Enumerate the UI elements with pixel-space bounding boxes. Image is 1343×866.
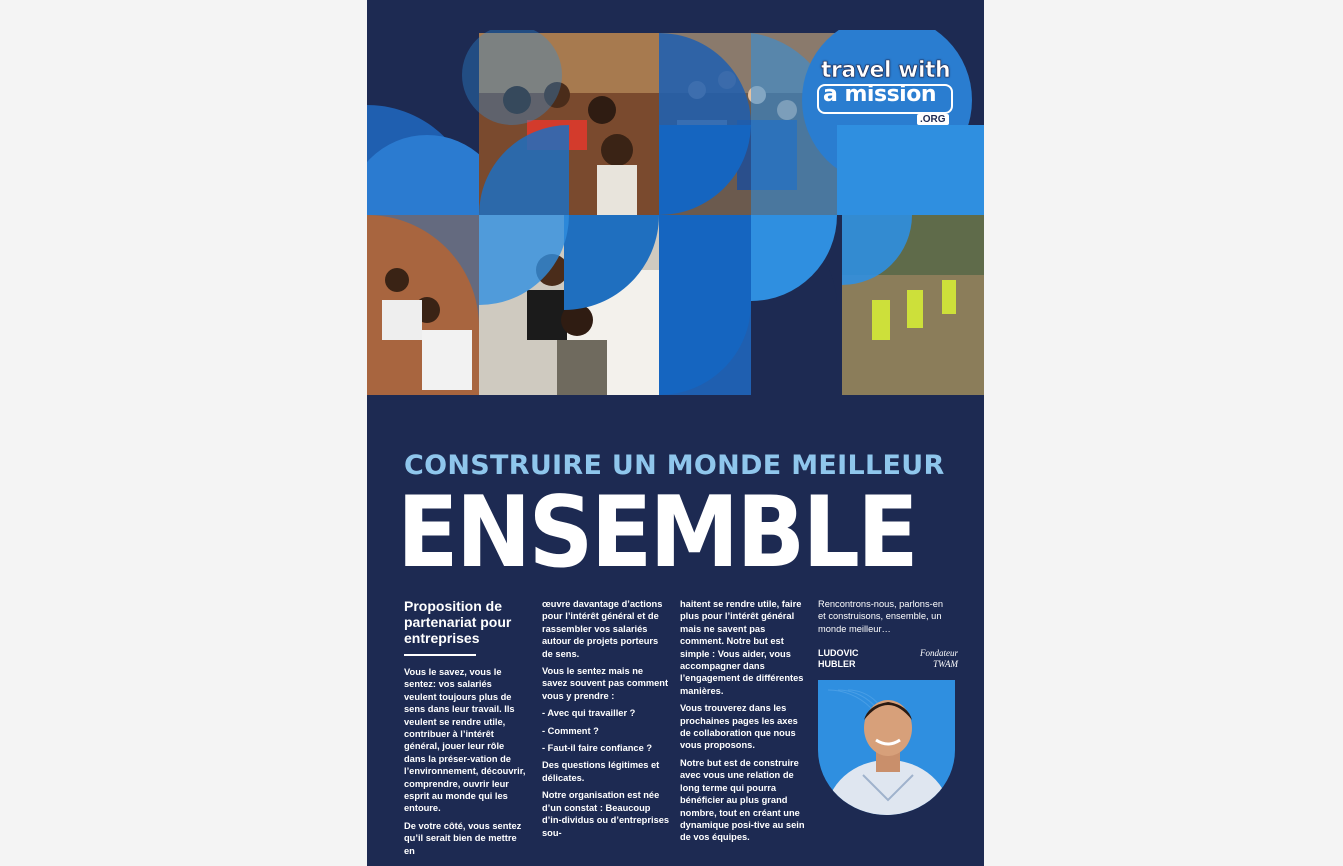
headline-title: ENSEMBLE [397,476,916,590]
text-column-1 [404,598,526,862]
section-heading: Proposition de partenariat pour entreprises [404,598,512,646]
closing-paragraph: Rencontrons-nous, parlons-en et construisons, ensemble, un monde meilleur… [818,599,944,634]
logo-line-1: travel with [821,58,951,83]
founder-name [818,648,859,670]
brochure-page [367,0,984,866]
founder-first-name: LUDOVIC [818,648,859,658]
headline-subtitle: CONSTRUIRE UN MONDE MEILLEUR [404,450,945,481]
paragraph: haitent se rendre utile, faire plus pour l’intérêt général mais ne savent pas comment. Notre but est simple : Vous aider, vous accompagner dans l’engagement de différentes manières. [680,599,804,696]
paragraph: Vous le savez, vous le sentez: vos salariés veulent toujours plus de sens dans leur travail. Ils veulent se rendre utile, contribuer à l’intérêt général, jouer leur rôle dans la préser-vation de l’environnement, découvrir, comprendre, ouvrir leur esprit au monde qui les entoure. [404,667,526,814]
founder-portrait [818,680,955,815]
founder-role-line-2: TWAM [933,659,958,669]
heading-divider [404,654,476,656]
paragraph: œuvre davantage d’actions pour l’intérêt général et de rassembler vos salariés autour de projets porteurs de sens. [542,599,663,659]
text-column-3 [680,598,808,849]
paragraph: Vous le sentez mais ne savez souvent pas comment vous y prendre : [542,666,669,701]
logo-line-3: .ORG [917,114,949,125]
text-column-2 [542,598,670,844]
paragraph: De votre côté, vous sentez qu’il serait bien de mettre en [404,820,522,856]
founder-role-line-1: Fondateur [920,648,958,658]
paragraph: Vous trouverez dans les prochaines pages les axes de collaboration que nous vous proposons. [680,703,798,751]
travel-with-a-mission-logo[interactable] [817,58,957,130]
founder-last-name: HUBLER [818,659,856,669]
paragraph: Notre organisation est née d’un constat : Beaucoup d’in-dividus ou d’entreprises sou- [542,790,670,838]
list-item: - Faut-il faire confiance ? [542,743,653,754]
founder-role [920,648,958,670]
list-item: - Avec qui travailler ? [542,708,636,719]
text-column-4 [818,598,953,640]
paragraph: Notre but est de construire avec vous une relation de long terme qui pourra bénéficier au plus grand nombre, tout en créant une dynamique posi-tive au sein de vos équipes. [680,757,805,843]
paragraph: Des questions légitimes et délicates. [542,760,660,783]
list-item: - Comment ? [542,725,599,736]
logo-line-2: a mission [823,82,936,107]
